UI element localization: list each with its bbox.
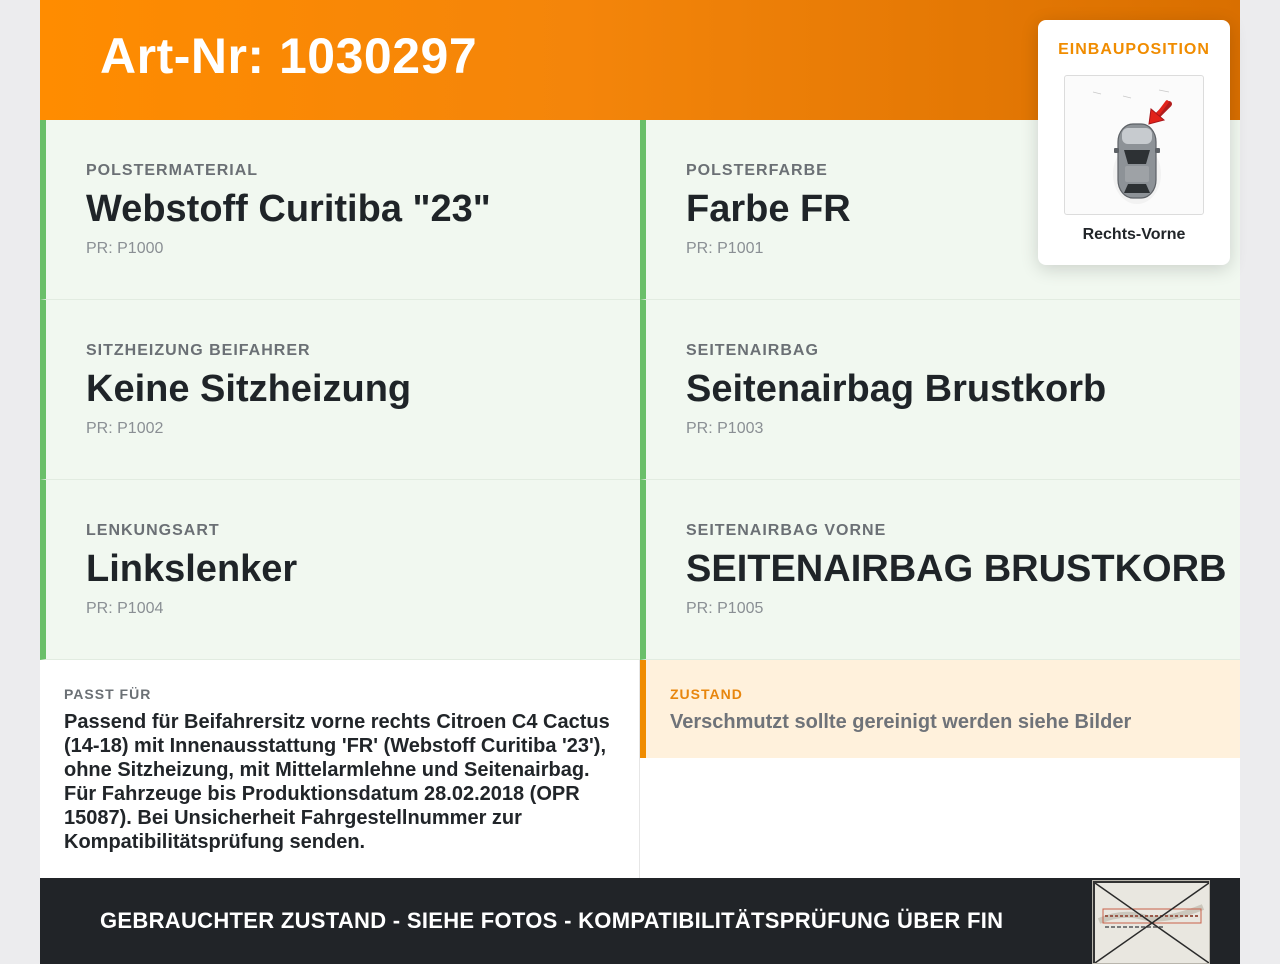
- attribute-value: Linkslenker: [86, 548, 298, 590]
- footer-text: GEBRAUCHTER ZUSTAND - SIEHE FOTOS - KOMPATIBILITÄTSPRÜFUNG ÜBER FIN: [100, 908, 1004, 933]
- attribute-pr-code: PR: P1005: [686, 600, 764, 617]
- mounting-position-caption: Rechts-Vorne: [1082, 226, 1186, 243]
- attribute-label: POLSTERFARBE: [686, 162, 828, 179]
- attribute-pr-code: PR: P1001: [686, 240, 764, 257]
- label-photo-image: [1093, 881, 1210, 964]
- condition-label: ZUSTAND: [670, 686, 743, 702]
- attribute-seitenairbag-vorne: [640, 480, 1240, 660]
- attribute-value: Keine Sitzheizung: [86, 368, 412, 410]
- attribute-label: SEITENAIRBAG VORNE: [686, 522, 887, 539]
- attribute-lenkungsart: [40, 480, 640, 660]
- attribute-label: SEITENAIRBAG: [686, 342, 819, 359]
- attribute-value: Farbe FR: [686, 188, 851, 230]
- attribute-pr-code: PR: P1003: [686, 420, 764, 437]
- attribute-label: LENKUNGSART: [86, 522, 220, 539]
- attribute-pr-code: PR: P1002: [86, 420, 164, 437]
- label-photo-thumbnail[interactable]: [1092, 880, 1210, 964]
- attribute-sitzheizung: [40, 300, 640, 480]
- car-top-view-icon: [1065, 76, 1203, 214]
- attribute-value: Webstoff Curitiba "23": [86, 188, 491, 230]
- mounting-position-label: EINBAUPOSITION: [1058, 41, 1210, 58]
- attribute-polstermaterial: [40, 120, 640, 300]
- mounting-position-card: [1038, 20, 1230, 265]
- condition-text: Verschmutzt sollte gereinigt werden siehe Bilder: [670, 711, 1132, 733]
- attribute-label: POLSTERMATERIAL: [86, 162, 259, 179]
- condition-section: [640, 660, 1240, 758]
- fits-label: PASST FÜR: [64, 686, 152, 702]
- attribute-seitenairbag: [640, 300, 1240, 480]
- mounting-position-image[interactable]: [1064, 75, 1204, 215]
- attribute-value: Seitenairbag Brustkorb: [686, 368, 1107, 410]
- article-number-title: Art-Nr: 1030297: [100, 28, 478, 84]
- attribute-pr-code: PR: P1000: [86, 240, 164, 257]
- attribute-label: SITZHEIZUNG BEIFAHRER: [86, 342, 311, 359]
- attribute-pr-code: PR: P1004: [86, 600, 164, 617]
- footer-bar: [40, 878, 1240, 964]
- attribute-value: SEITENAIRBAG BRUSTKORB: [686, 548, 1227, 590]
- fits-section: [40, 660, 640, 878]
- fits-text: Passend für Beifahrersitz vorne rechts Citroen C4 Cactus (14-18) mit Innenausstattung 'FR' (Webstoff Curitiba '23'), ohne Sitzheizung, mit Mittelarmlehne und Seitenairbag. Für Fahrzeuge bis Produktionsdatum 28.02.2018 (OPR 15087). Bei Unsicherheit Fahrgestellnummer zur Kompatibilitätsprüfung senden.: [64, 711, 610, 853]
